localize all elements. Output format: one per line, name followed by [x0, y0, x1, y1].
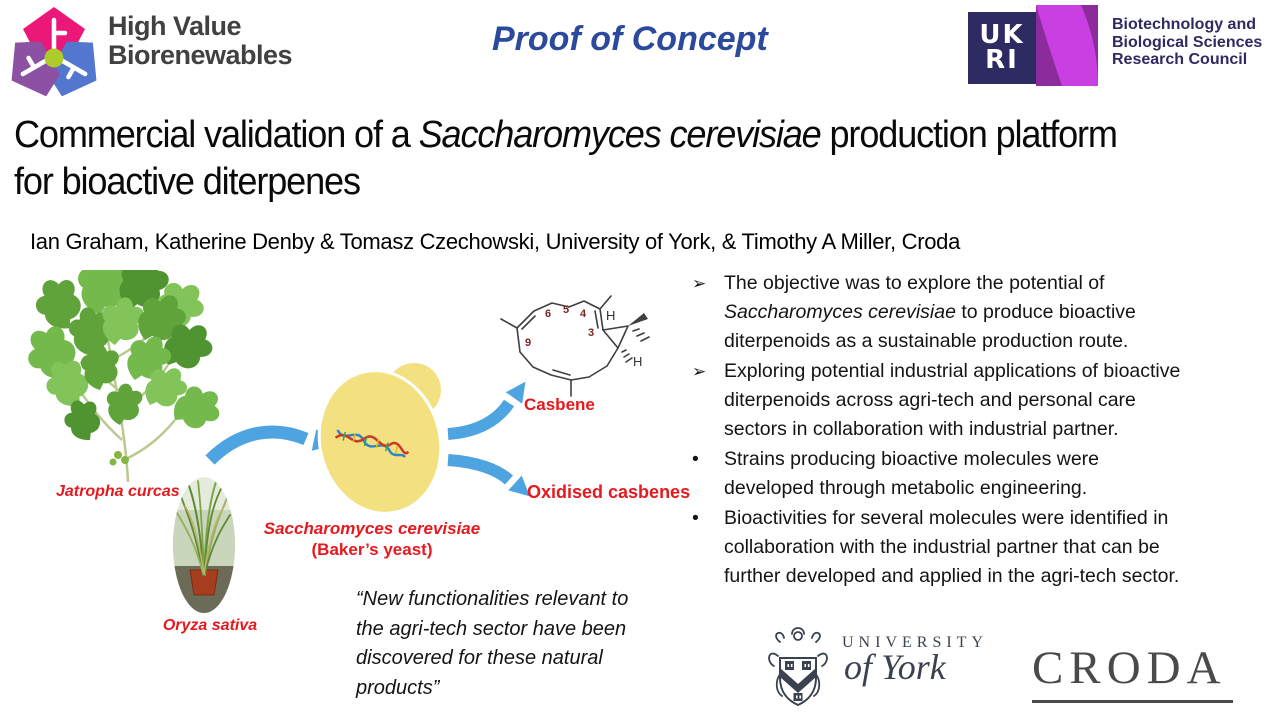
- bullet-3-line2: developed through metabolic engineering.: [724, 477, 1088, 499]
- bullet-3-line1: Strains producing bioactive molecules were: [724, 448, 1100, 470]
- structure-num-9: 9: [525, 337, 532, 349]
- hvb-line1: High Value: [108, 11, 242, 41]
- bullet-4-text: [724, 504, 1179, 591]
- key-points-list: [692, 269, 1277, 592]
- yeast-cell: [304, 358, 455, 527]
- arrow-bullet-marker: ➢: [692, 362, 707, 381]
- oxidised-casbenes-label: Oxidised casbenes: [527, 482, 691, 502]
- casbene-structure: [501, 296, 649, 396]
- authors-line: Ian Graham, Katherine Denby & Tomasz Czechowski, University of York, & Timothy A Miller, Croda: [30, 229, 961, 254]
- bullet-4-line3: further developed and applied in the agri-tech sector.: [724, 565, 1180, 587]
- structure-num-3: 3: [588, 327, 595, 339]
- york-logo-university-text: UNIVERSITY: [842, 634, 988, 651]
- structure-num-4: 4: [580, 308, 587, 320]
- bullet-4-line1: Bioactivities for several molecules were identified in: [724, 507, 1169, 529]
- bullet-2-line1: Exploring potential industrial applications of bioactive: [724, 360, 1181, 382]
- jatropha-plant-illustration: [16, 270, 228, 482]
- structure-num-6: 6: [545, 308, 552, 320]
- structure-h1: H: [606, 308, 616, 323]
- arrow-bullet-marker: ➢: [692, 274, 707, 293]
- hvb-logo-text: [108, 12, 292, 70]
- slide-title: [14, 112, 1117, 206]
- arrow-yeast-to-casbene: [448, 376, 534, 434]
- oryza-label: Oryza sativa: [162, 617, 258, 634]
- ukri-letters-bottom: RI: [985, 45, 1019, 75]
- bullet-1-line3: diterpenoids as a sustainable production route.: [724, 330, 1129, 352]
- ukri-logo-square: [968, 12, 1036, 84]
- croda-logo: CRODA: [1032, 641, 1233, 703]
- dot-bullet-marker: •: [692, 448, 699, 470]
- list-item: [692, 445, 1277, 503]
- bullet-2-text: [724, 357, 1180, 444]
- bullet-1-line1: The objective was to explore the potential of: [724, 272, 1105, 294]
- bullet-3-text: [724, 445, 1099, 503]
- quote-line3: discovered for these natural: [356, 647, 603, 669]
- bullet-4-line2: collaboration with the industrial partner that can be: [724, 536, 1160, 558]
- list-item: [692, 504, 1277, 591]
- yeast-label-species: Saccharomyces cerevisiae: [263, 519, 481, 538]
- hvb-petals: [8, 7, 102, 96]
- quote-line4: products”: [356, 676, 440, 699]
- bullet-2-line3: sectors in collaboration with industrial partner.: [724, 418, 1119, 440]
- structure-num-5: 5: [563, 304, 570, 316]
- casbene-label: Casbene: [524, 395, 595, 414]
- title-line1-pre: Commercial validation of a: [14, 114, 419, 156]
- title-line1-post: production platform: [820, 114, 1117, 156]
- ukri-letters-top: UK: [979, 20, 1025, 50]
- quote-line2: the agri-tech sector have been: [356, 617, 627, 640]
- title-line1: [14, 112, 1117, 159]
- bullet-1-line2: to produce bioactive: [955, 301, 1136, 323]
- quote-line1: “New functionalities relevant to: [356, 588, 629, 610]
- bbsrc-name: [1112, 16, 1262, 69]
- bbsrc-line1: Biotechnology and: [1112, 16, 1256, 33]
- jatropha-label: Jatropha curcas: [56, 483, 180, 500]
- arrow-yeast-to-oxidised: [448, 460, 537, 504]
- yeast-label-common: (Baker’s yeast): [311, 540, 433, 559]
- testimonial-quote: [356, 585, 696, 703]
- bullet-1-text: [724, 269, 1136, 356]
- title-line2: for bioactive diterpenes: [14, 161, 360, 203]
- title-species-italic: Saccharomyces cerevisiae: [418, 114, 821, 156]
- list-item: [692, 269, 1277, 356]
- slide-header-proof-of-concept: Proof of Concept: [492, 20, 768, 58]
- bbsrc-line2: Biological Sciences: [1112, 33, 1263, 51]
- bbsrc-line3: Research Council: [1112, 51, 1248, 68]
- structure-h2: H: [633, 354, 643, 369]
- york-crest: [762, 622, 834, 714]
- ukri-swoosh: [1036, 5, 1098, 86]
- oryza-plant-illustration: [170, 477, 240, 616]
- hvb-logo-mark: [8, 4, 102, 96]
- bullet-1-species-italic: Saccharomyces cerevisiae: [724, 301, 956, 323]
- bullet-2-line2: diterpenoids across agri-tech and personal care: [724, 389, 1136, 411]
- list-item: [692, 357, 1277, 444]
- dot-bullet-marker: •: [692, 507, 699, 529]
- york-logo-of-york-text: of York: [844, 647, 946, 687]
- hvb-line2: Biorenewables: [108, 40, 293, 70]
